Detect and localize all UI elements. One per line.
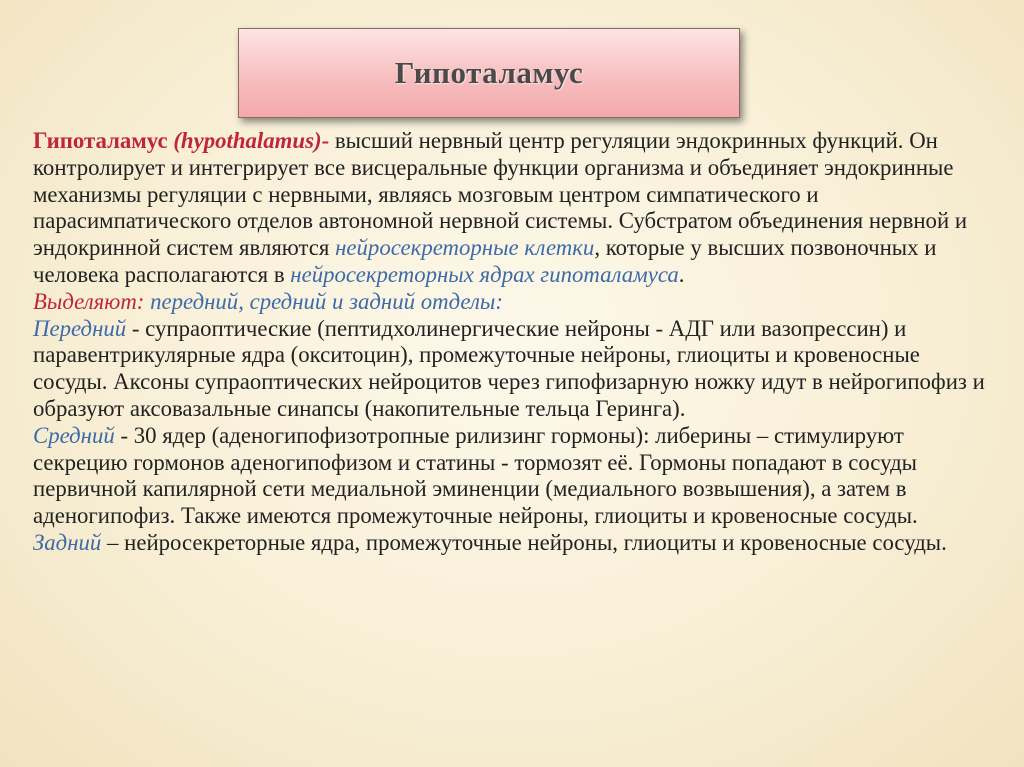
- intro-latin: (hypothalamus): [173, 128, 322, 153]
- divisions-text: передний, средний и задний отделы:: [144, 288, 503, 314]
- intro-term: Гипоталамус: [33, 128, 168, 153]
- slide-body: [33, 128, 998, 557]
- intro-dash: -: [321, 128, 330, 153]
- intro-text-1: высший нервный центр регуляции эндокринных функций. Он контролирует и интегрирует все висцеральные функции организма и объединяет эндокринные механизмы регуляции с нервными, являясь мозговым центром симпатического и парасимпатического отделов автономной нервной системы. Субстратом объединения нервной и эндокринной систем являются: [33, 128, 968, 261]
- posterior-text: – нейросекреторные ядра, промежуточные нейроны, глиоциты и кровеносные сосуды.: [101, 529, 947, 555]
- posterior-paragraph: [33, 530, 998, 557]
- intro-text-3: .: [678, 261, 685, 287]
- divisions-paragraph: [33, 289, 998, 316]
- intro-link-neurosecretory-cells: нейросекреторные клетки: [335, 235, 595, 261]
- anterior-text: - супраоптические (пептидхолинергические нейроны - АДГ или вазопрессин) и паравентрикулярные ядра (окситоцин), промежуточные нейроны, глиоциты и кровеносные сосуды. Аксоны супраоптических нейроцитов через гипофизарную ножку идут в нейрогипофиз и образуют аксовазальные синапсы (накопительные тельца Геринга).: [33, 315, 985, 421]
- anterior-label: Передний: [33, 315, 127, 341]
- middle-text: - 30 ядер (аденогипофизотропные рилизинг гормоны): либерины – стимулируют секрецию гормонов аденогипофизом и статины - тормозят её. Гормоны попадают в сосуды первичной капилярной сети медиальной эминенции (медиального возвышения), а затем в аденогипофиз. Также имеются промежуточные нейроны, глиоциты и кровеносные сосуды.: [33, 422, 918, 529]
- anterior-paragraph: [33, 316, 998, 423]
- middle-paragraph: [33, 423, 998, 530]
- posterior-label: Задний: [33, 529, 102, 555]
- intro-paragraph: [33, 128, 998, 289]
- slide-title: Гипоталамус: [394, 55, 584, 90]
- intro-text-2: , которые у высших позвоночных и человека располагаются в: [33, 235, 937, 287]
- divisions-label: Выделяют:: [33, 288, 145, 314]
- middle-label: Средний: [33, 422, 115, 448]
- intro-link-neurosecretory-nuclei: нейросекреторных ядрах гипоталамуса: [290, 261, 679, 287]
- title-banner: [238, 28, 740, 118]
